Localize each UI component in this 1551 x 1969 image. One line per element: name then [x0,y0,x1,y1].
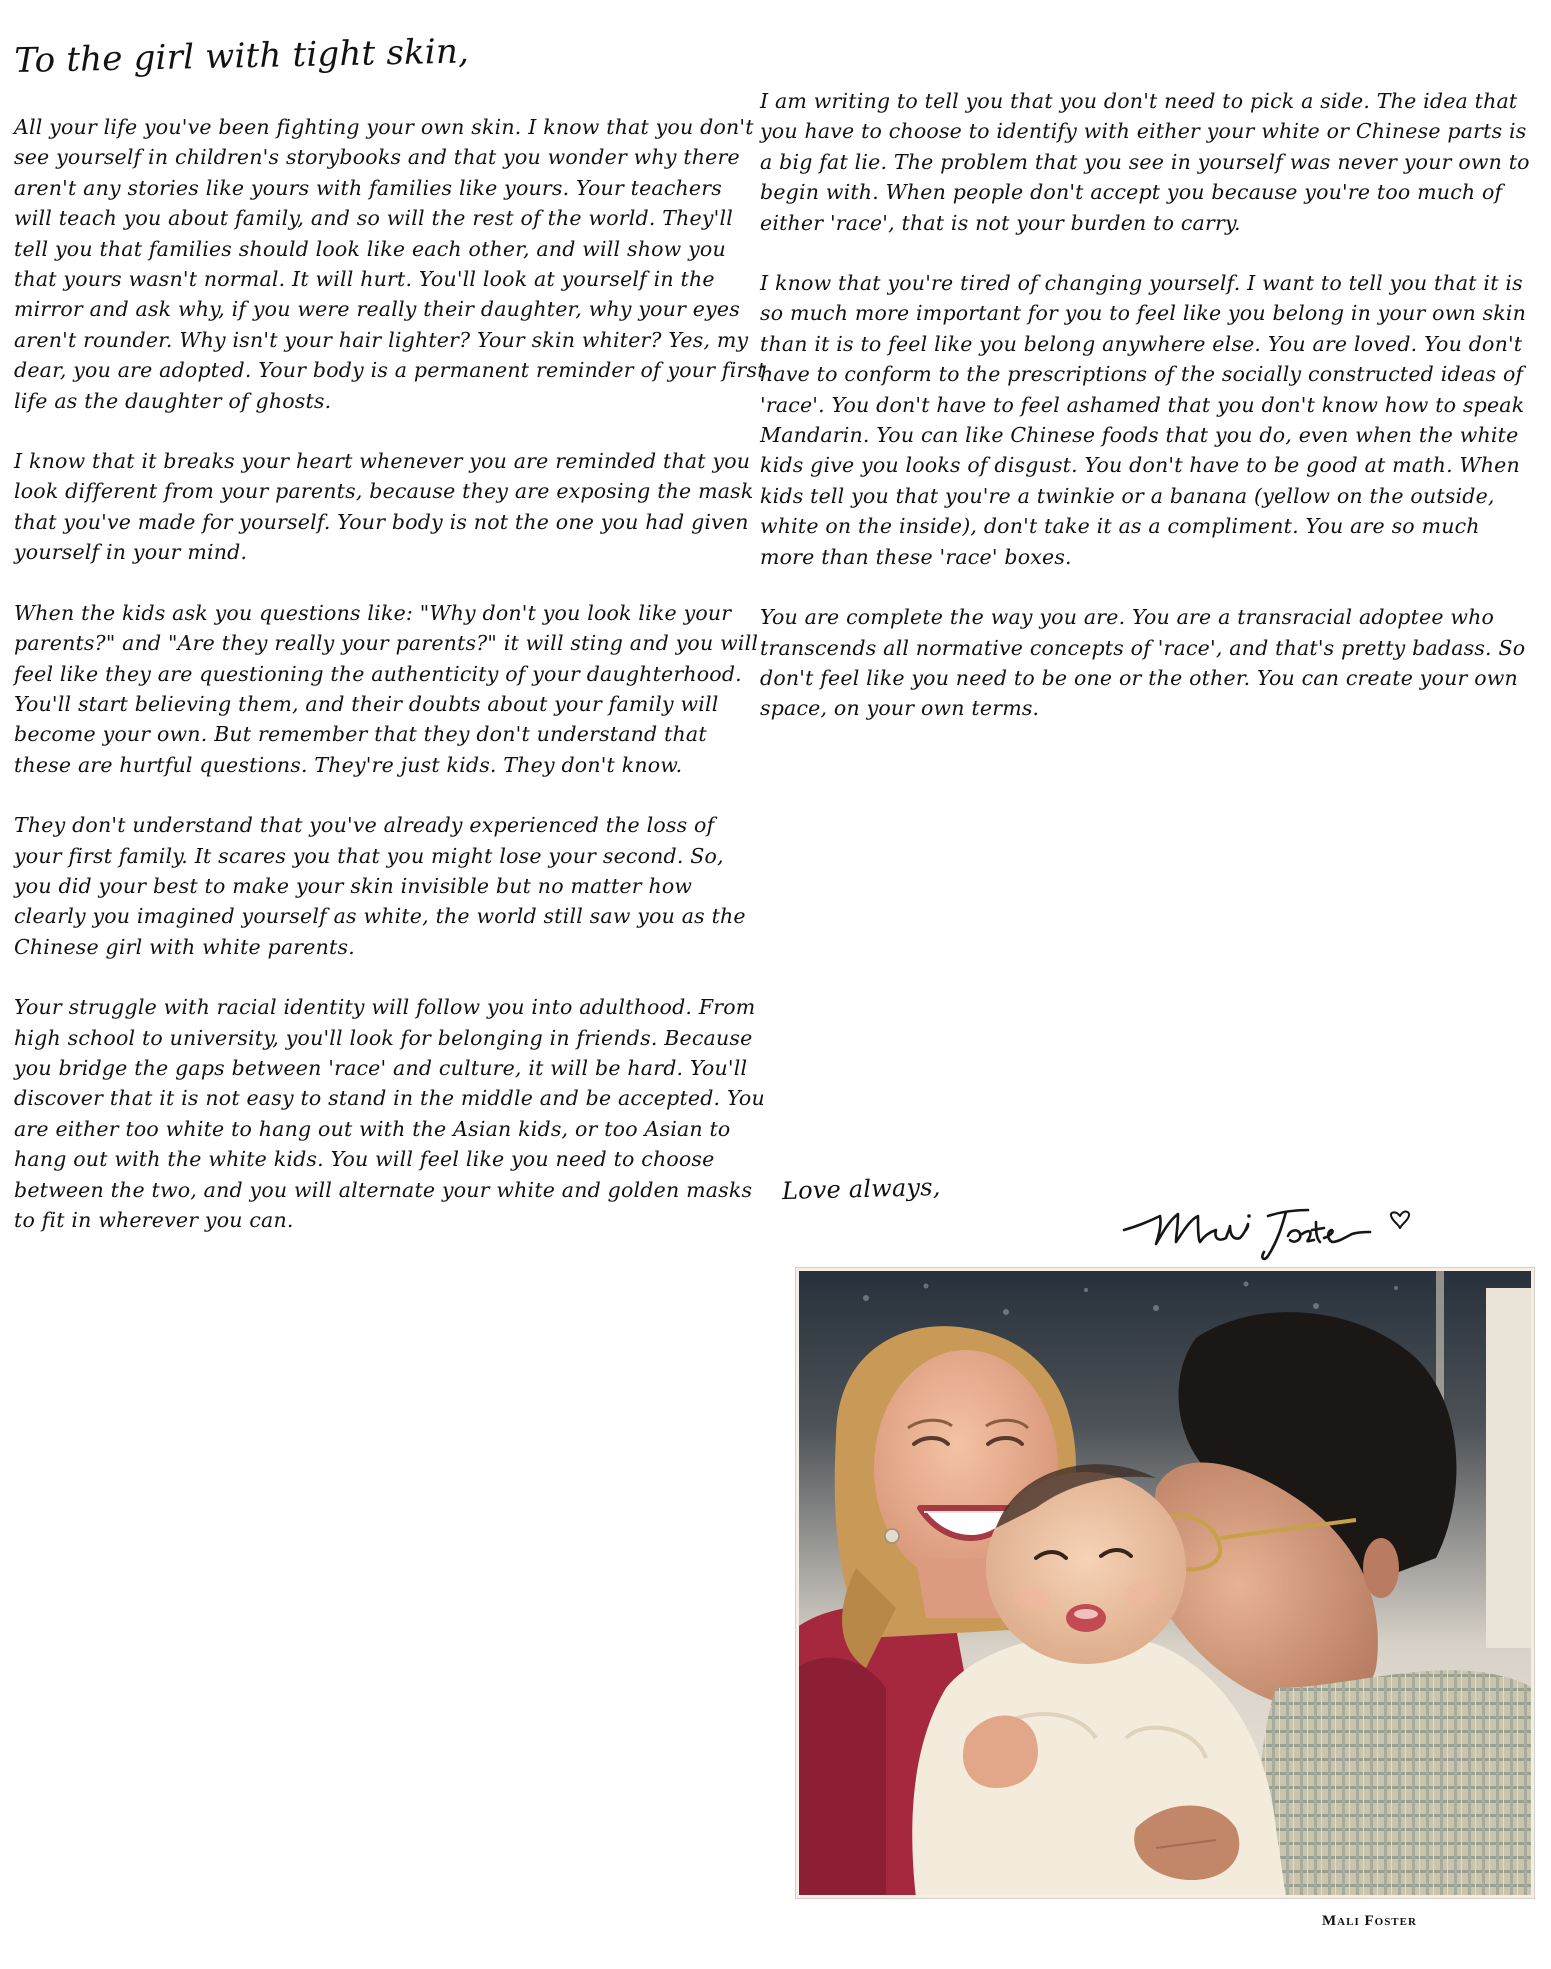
family-photograph [796,1268,1534,1898]
letter-paragraph: All your life you've been fighting your own skin. I know that you don't see yourself in children's storybooks and that you wonder why there aren't any stories like yours with families like yours. Your teachers will teach you about family, and so will the rest of the world. They'll tell you that families should look like each other, and will show you that yours wasn't normal. It will hurt. You'll look at yourself in the mirror and ask why, if you were really their daughter, why your eyes aren't rounder. Why isn't your hair lighter? Your skin whiter? Yes, my dear, you are adopted. Your body is a permanent reminder of your first life as the daughter of ghosts. [14,115,766,413]
left-column [14,112,766,1265]
letter-paragraph: When the kids ask you questions like: "Why don't you look like your parents?" and "Are they really your parents?" it will sting and you will feel like they are questioning the authenticity of your daughterhood. You'll start believing them, and their doubts about your family will become your own. But remember that they don't understand that these are hurtful questions. They're just kids. They don't know. [14,600,759,777]
handwritten-signature [1118,1186,1418,1266]
letter-paragraph: You are complete the way you are. You are a transracial adoptee who transcends all normative concepts of 'race', and that's pretty badass. So don't feel like you need to be one or the other. You can create your own space, on your own terms. [760,605,1526,721]
letter-closing: Love always, [781,1172,941,1206]
right-column [760,86,1540,754]
letter-paragraph: I know that you're tired of changing yourself. I want to tell you that it is so much more important for you to feel like you belong in your own skin than it is to feel like you belong anywhere else. You are loved. You don't have to conform to the prescriptions of the socially constructed ideas of 'race'. You don't have to feel ashamed that you don't know how to speak Mandarin. You can like Chinese foods that you do, even when the white kids give you looks of disgust. You don't have to be good at math. When kids tell you that you're a twinkie or a banana (yellow on the outside, white on the inside), don't take it as a compliment. You are so much more than these 'race' boxes. [760,271,1527,569]
letter-paragraph: Your struggle with racial identity will follow you into adulthood. From high school to university, you'll look for belonging in friends. Because you bridge the gaps between 'race' and culture, it will be hard. You'll discover that it is not easy to stand in the middle and be accepted. You are either too white to hang out with the Asian kids, or too Asian to hang out with the white kids. You will feel like you need to choose between the two, and you will alternate your white and golden masks to fit in wherever you can. [14,995,765,1232]
letter-paragraph: I am writing to tell you that you don't need to pick a side. The idea that you have to choose to identify with either your white or Chinese parts is a big fat lie. The problem that you see in yourself was never your own to begin with. When people don't accept you because you're too much of either 'race', that is not your burden to carry. [760,89,1530,235]
photo-caption: Mali Foster [1322,1913,1417,1929]
letter-paragraph: I know that it breaks your heart whenever you are reminded that you look different from your parents, because they are exposing the mask that you've made for yourself. Your body is not the one you had given yourself in your mind. [14,449,754,565]
letter-salutation: To the girl with tight skin, [14,31,470,81]
letter-paragraph: They don't understand that you've already experienced the loss of your first family. It scares you that you might lose your second. So, you did your best to make your skin invisible but no matter how clearly you imagined yourself as white, the world still saw you as the Chinese girl with white parents. [14,813,746,959]
